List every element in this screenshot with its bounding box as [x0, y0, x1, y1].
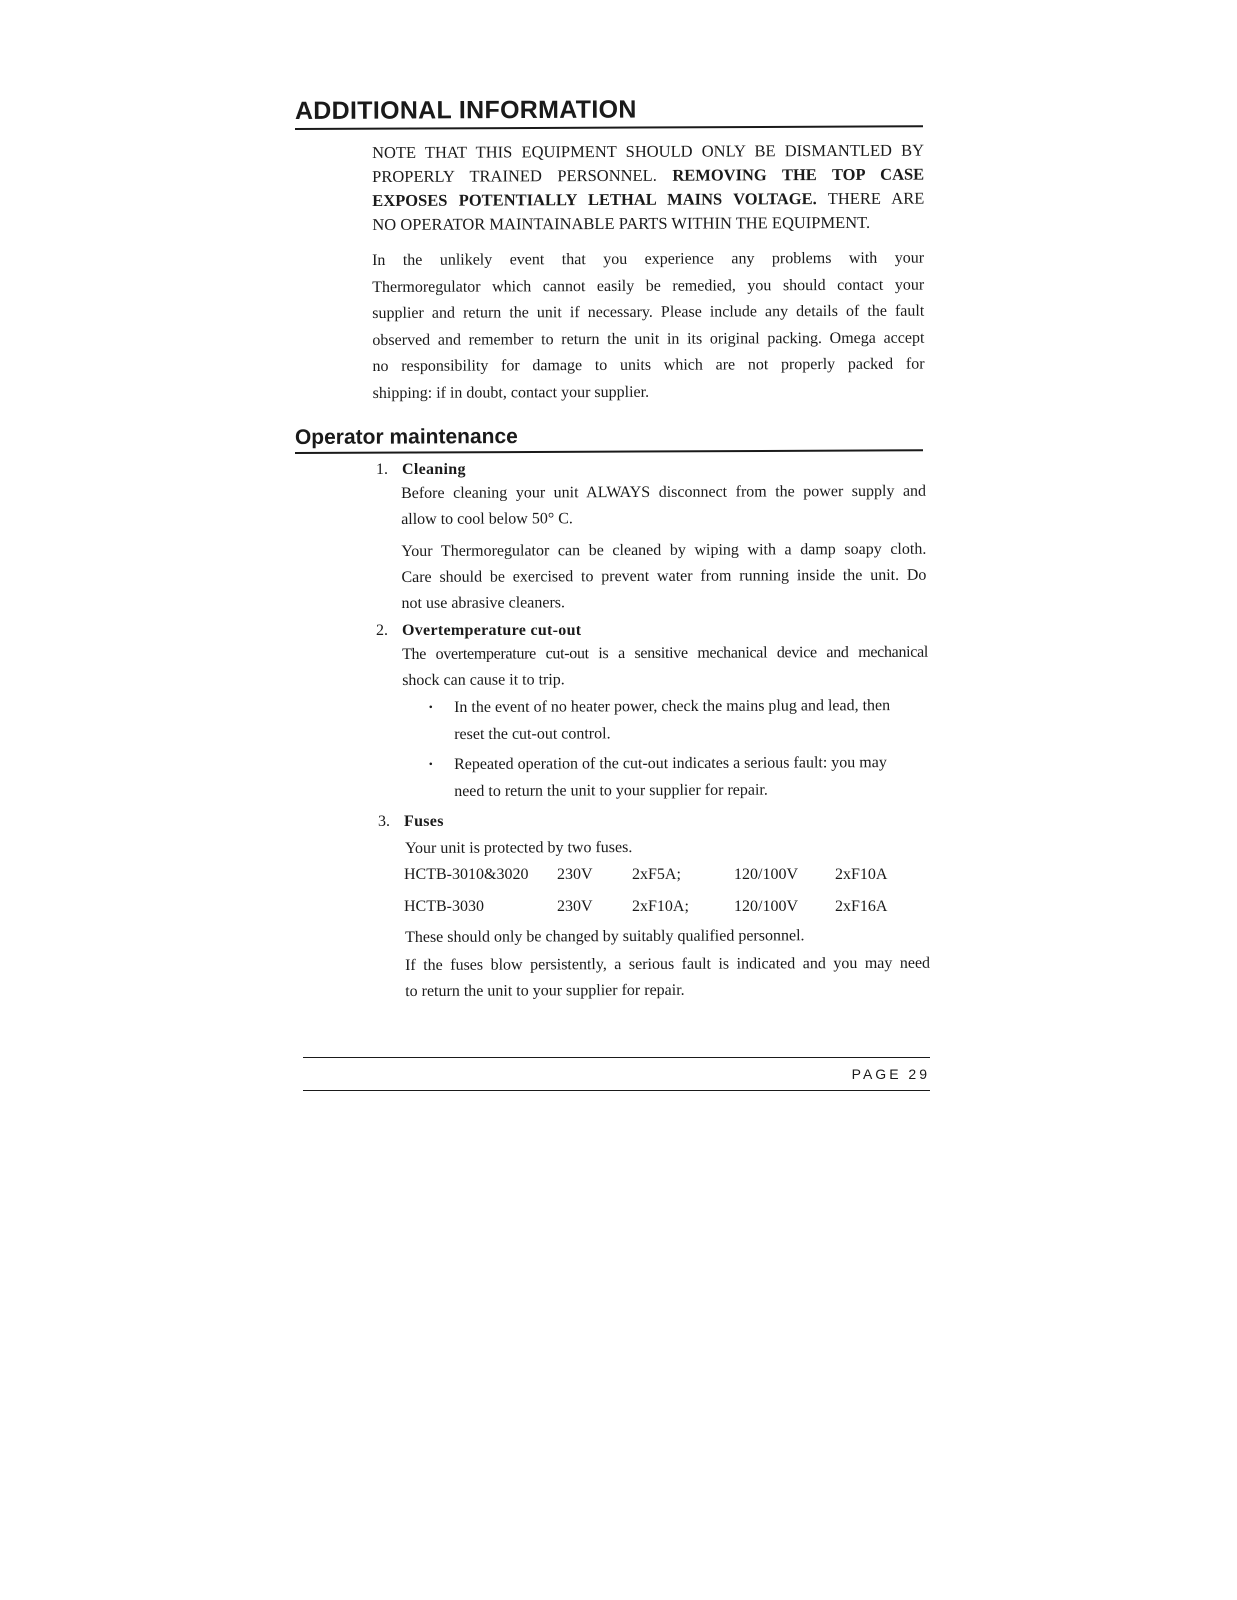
bullet-icon: · — [428, 699, 434, 717]
note-text: THERE ARE — [827, 188, 925, 209]
paragraph-line: Care should be exercised to prevent water from running inside the unit. Do — [401, 566, 927, 586]
note-line — [372, 187, 924, 213]
support-paragraph — [372, 246, 925, 407]
footer-rule-top — [303, 1057, 930, 1058]
bullet-line: In the event of no heater power, check the mains plug and lead, then — [454, 697, 891, 716]
paragraph-line: allow to cool below 50° C. — [401, 510, 573, 528]
section-title-operator-maintenance: Operator maintenance — [295, 423, 923, 454]
bullet-icon: · — [428, 756, 434, 774]
paragraph-line: Your unit is protected by two fuses. — [405, 839, 633, 857]
paragraph-line: shipping: if in doubt, contact your supplier. — [372, 383, 650, 402]
note-line: NOTE THAT THIS EQUIPMENT SHOULD ONLY BE DISMANTLED BY — [372, 140, 925, 162]
note-line — [372, 163, 924, 189]
note-warning: REMOVING THE TOP CASE — [672, 164, 925, 185]
note-text: PROPERLY TRAINED PERSONNEL. — [372, 165, 657, 186]
item-heading-overtemperature — [376, 622, 581, 640]
fuse-rating: 2xF10A; — [632, 898, 689, 915]
footer-rule-bottom — [303, 1090, 930, 1091]
fuse-voltage: 230V — [557, 898, 593, 915]
section-title-additional-information: ADDITIONAL INFORMATION — [295, 94, 923, 130]
note-warning: EXPOSES POTENTIALLY LETHAL MAINS VOLTAGE. — [372, 189, 817, 210]
fuse-model: HCTB-3030 — [404, 898, 484, 915]
paragraph-line: In the unlikely event that you experience any problems with your — [372, 249, 925, 269]
item-number: 2. — [376, 622, 388, 639]
paragraph-line: observed and remember to return the unit in its original packing. Omega accept — [372, 329, 925, 349]
fuse-voltage: 120/100V — [734, 866, 798, 883]
item-title: Fuses — [404, 813, 444, 830]
fuses-note — [405, 923, 930, 951]
item-heading-fuses — [378, 813, 444, 831]
safety-note — [372, 139, 924, 237]
paragraph-line: no responsibility for damage to units which are not properly packed for — [372, 355, 925, 375]
paragraph-line: Your Thermoregulator can be cleaned by wiping with a damp soapy cloth. — [401, 540, 927, 560]
fuse-voltage: 120/100V — [734, 898, 798, 915]
item-heading-cleaning — [376, 461, 466, 479]
bullet-line: reset the cut-out control. — [454, 725, 611, 743]
paragraph-line: The overtemperature cut-out is a sensitive mechanical device and mechanical — [402, 643, 929, 663]
item-title: Overtemperature cut-out — [402, 622, 582, 639]
fuse-rating: 2xF5A; — [632, 866, 681, 883]
paragraph-line: Thermoregulator which cannot easily be remedied, you should contact your — [372, 276, 925, 296]
note-line: NO OPERATOR MAINTAINABLE PARTS WITHIN THE EQUIPMENT. — [372, 212, 871, 234]
paragraph-line: These should only be changed by suitably qualified personnel. — [405, 927, 805, 946]
overtemperature-text — [402, 640, 928, 694]
item-number: 3. — [378, 813, 390, 830]
item-number: 1. — [376, 461, 388, 478]
paragraph-line: shock can cause it to trip. — [402, 671, 565, 689]
bullet-line: Repeated operation of the cut-out indicates a serious fault: you may — [454, 754, 887, 773]
bullet-item — [428, 692, 928, 748]
cleaning-paragraph — [401, 479, 926, 533]
paragraph-line: not use abrasive cleaners. — [401, 594, 566, 612]
cleaning-text — [401, 479, 927, 623]
bullet-line: need to return the unit to your supplier for repair. — [454, 781, 768, 800]
paragraph-line: Before cleaning your unit ALWAYS disconnect from the power supply and — [401, 482, 927, 502]
fuse-model: HCTB-3010&3020 — [404, 866, 529, 883]
fuse-rating: 2xF16A — [835, 898, 888, 915]
paragraph-line: to return the unit to your supplier for repair. — [405, 981, 685, 1000]
fuse-rating: 2xF10A — [835, 866, 888, 883]
page-number: PAGE 29 — [851, 1066, 930, 1082]
item-title: Cleaning — [402, 461, 466, 478]
fuses-intro — [405, 835, 632, 862]
paragraph-line: supplier and return the unit if necessary. Please include any details of the fault — [372, 302, 925, 322]
bullet-item — [428, 749, 928, 805]
fuses-warning — [405, 951, 930, 1005]
cleaning-paragraph — [401, 537, 926, 617]
fuse-voltage: 230V — [557, 866, 593, 883]
paragraph-line: If the fuses blow persistently, a serious fault is indicated and you may need — [405, 954, 931, 974]
